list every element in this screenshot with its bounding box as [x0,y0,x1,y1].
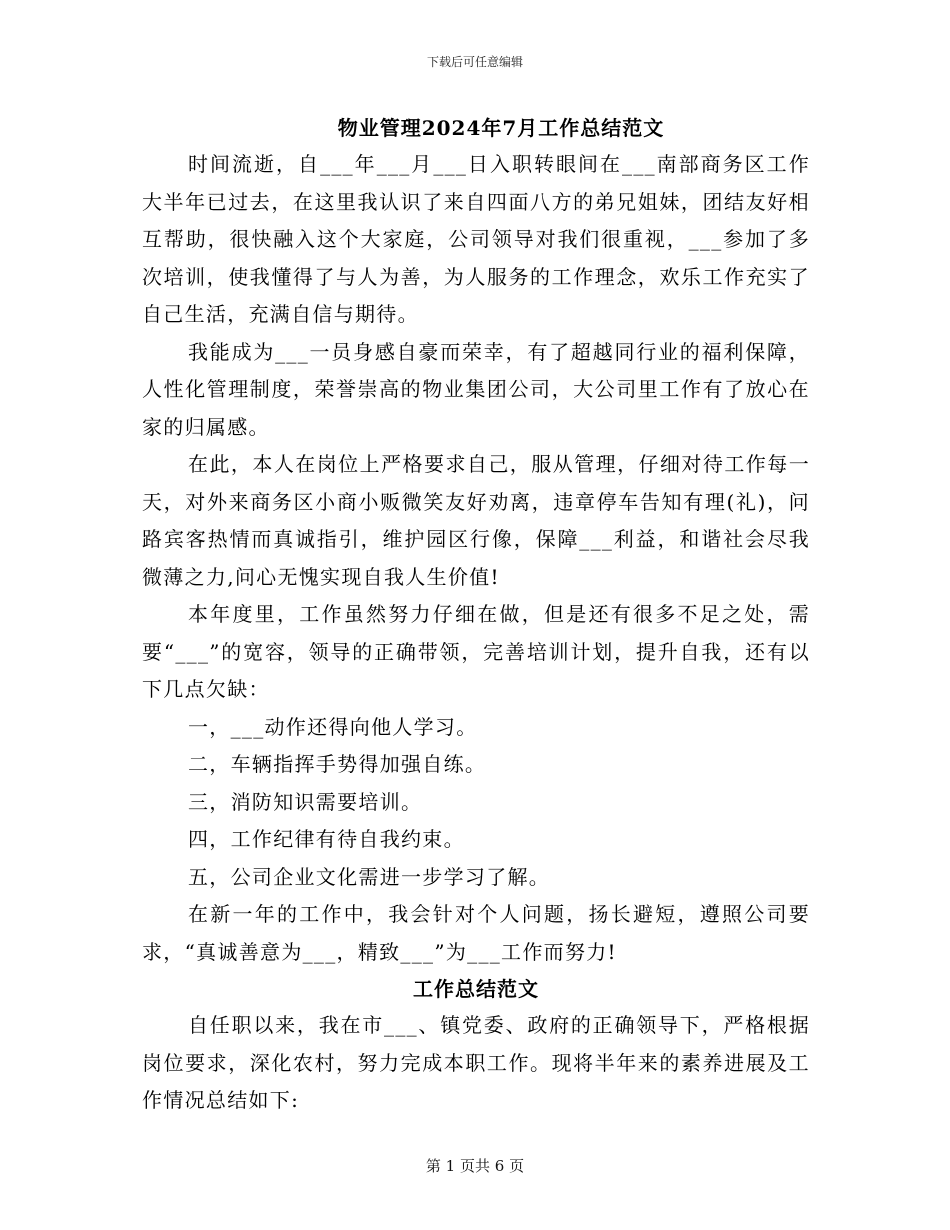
section-title: 工作总结范文 [413,977,539,1001]
paragraph: 在新一年的工作中，我会针对个人问题，扬长避短，遵照公司要求，“真诚善意为___，精致___”为___工作而努力! [142,902,810,964]
paragraph: 时间流逝，自___年___月___日入职转眼间在___南部商务区工作大半年已过去，在这里我认识了来自四面八方的弟兄姐妹，团结友好相互帮助，很快融入这个大家庭，公司领导对我们很重视，___参加了多次培训，使我懂得了与人为善，为人服务的工作理念，欢乐工作充实了自己生活，充满自信与期待。 [142,152,810,326]
page-header: 下载后可任意编辑 [426,55,523,69]
paragraph: 在此，本人在岗位上严格要求自己，服从管理，仔细对待工作每一天，对外来商务区小商小贩微笑友好劝离，违章停车告知有理(礼)，问路宾客热情而真诚指引，维护园区行像，保障___利益，和谐社会尽我微薄之力,问心无愧实现自我人生价值! [142,452,810,589]
list-item: 五，公司企业文化需进一步学习了解。 [188,864,551,889]
paragraph: 本年度里，工作虽然努力仔细在做，但是还有很多不足之处，需要“___”的宽容，领导的正确带领，完善培训计划，提升自我，还有以下几点欠缺： [142,602,810,701]
list-item: 四，工作纪律有待自我约束。 [188,827,465,851]
document-title: 物业管理2024年7月工作总结范文 [337,116,665,140]
list-item: 二，车辆指挥手势得加强自练。 [188,752,487,776]
paragraph: 我能成为___一员身感自豪而荣幸，有了超越同行业的福利保障，人性化管理制度，荣誉崇高的物业集团公司，大公司里工作有了放心在家的归属感。 [142,339,810,439]
page-footer: 第 1 页共 6 页 [425,1157,525,1175]
list-item: 三，消防知识需要培训。 [188,789,423,814]
document-body [142,110,810,1120]
list-item: 一，___动作还得向他人学习。 [188,714,478,739]
paragraph: 自任职以来，我在市___、镇党委、政府的正确领导下，严格根据岗位要求，深化农村，努力完成本职工作。现将半年来的素养进展及工作情况总结如下: [142,1013,810,1112]
